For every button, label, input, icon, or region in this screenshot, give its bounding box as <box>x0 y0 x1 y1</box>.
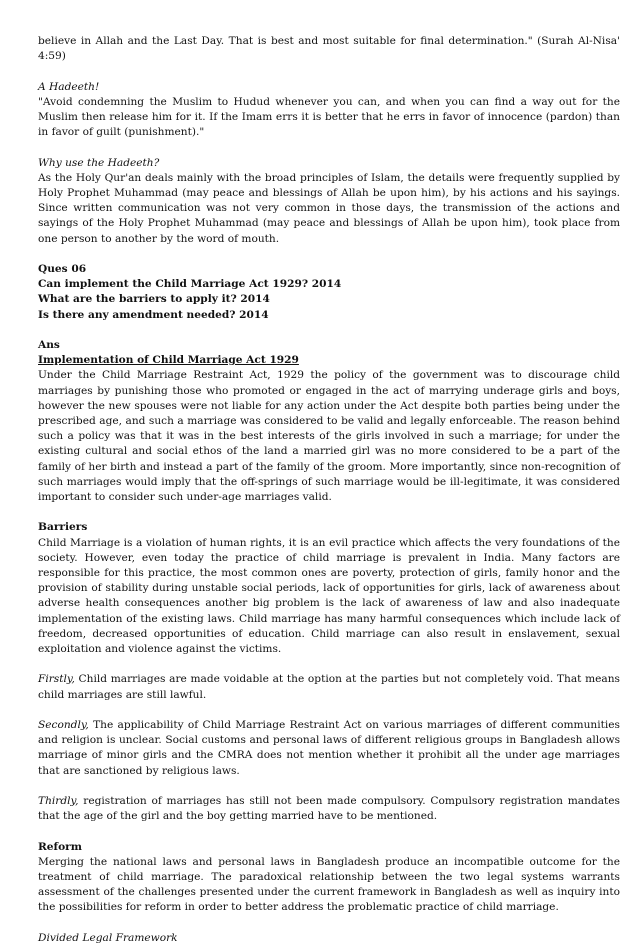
reform-heading: Reform <box>38 840 82 853</box>
firstly-paragraph <box>38 672 620 702</box>
hadeeth-text: "Avoid condemning the Muslim to Hudud whenever you can, and when you can find a way out for the Muslim then release him for it. If the Imam errs it is better that he errs in favor of innocence (pardon) than in favor of guilt (punishment)." <box>38 95 620 139</box>
secondly-label: Secondly, <box>38 719 89 732</box>
quran-quote-end: believe in Allah and the Last Day. That is best and most suitable for final determination." (Surah Al-Nisa' 4:59) <box>38 35 620 63</box>
reform-text: Merging the national laws and personal laws in Bangladesh produce an incompatible outcome for the treatment of child marriage. The paradoxical relationship between the two legal systems warrants assessment of the challenges presented under the current framework in Bangladesh as well as inquiry into the possibilities for reform in order to better address the problematic practice of child marriage. <box>38 855 620 914</box>
thirdly-paragraph <box>38 794 620 824</box>
question-line: Is there any amendment needed? 2014 <box>38 308 269 321</box>
why-hadeeth-text: As the Holy Qur'an deals mainly with the broad principles of Islam, the details were frequently supplied by Holy Prophet Muhammad (may peace and blessings of Allah be upon him), by his actions and his sayings. Since written communication was not very common in those days, the transmission of the actions and sayings of the Holy Prophet Muhammad (may peace and blessings of Allah be upon him), took place from one person to another by the word of mouth. <box>38 171 620 245</box>
question-number: Ques 06 <box>38 263 87 275</box>
question-line: What are the barriers to apply it? 2014 <box>38 293 270 306</box>
barriers-text: Child Marriage is a violation of human rights, it is an evil practice which affects the very foundations of the society. However, even today the practice of child marriage is prevalent in India. Many factors are responsible for this practice, the most common ones are poverty, protection of girls, family honor and the provision of stability during unstable social periods, lack of opportunities for girls, lack of awareness about adverse health consequences another big problem is the lack of awareness of law and also inadequate implementation of the existing laws. Child marriage has many harmful consequences which include lack of freedom, decreased opportunities of education. Child marriage can also result in enslavement, sexual exploitation and violence against the victims. <box>38 536 620 656</box>
implementation-heading: Implementation of Child Marriage Act 1929 <box>38 354 299 367</box>
firstly-label: Firstly, <box>38 673 75 686</box>
answer-label: Ans <box>38 339 60 351</box>
barriers-heading: Barriers <box>38 521 88 534</box>
question-line: Can implement the Child Marriage Act 1929? 2014 <box>38 278 342 291</box>
thirdly-text: registration of marriages has still not been made compulsory. Compulsory registration mandates that the age of the girl and the boy getting married have to be mentioned. <box>38 795 620 823</box>
secondly-text: The applicability of Child Marriage Restraint Act on various marriages of different communities and religion is unclear. Social customs and personal laws of different religious groups in Bangladesh allows marriage of minor girls and the CMRA does not mention whether it prohibit all the under age marriages that are sanctioned by religious laws. <box>38 719 620 777</box>
why-hadeeth-label: Why use the Hadeeth? <box>38 156 160 169</box>
hadeeth-label: A Hadeeth! <box>38 80 100 93</box>
secondly-paragraph <box>38 718 620 779</box>
thirdly-label: Thirdly, <box>38 795 79 808</box>
divided-framework-label: Divided Legal Framework <box>38 931 178 944</box>
implementation-text: Under the Child Marriage Restraint Act, 1929 the policy of the government was to discourage child marriages by punishing those who promoted or engaged in the act of marrying underage girls and boys, however the new spouses were not liable for any action under the Act despite both parties being under the prescribed age, and such a marriage was considered to be valid and legally enforceable. The reason behind such a policy was that it was in the best interests of the girls involved in such a marriage; for under the existing cultural and social ethos of the land a married girl was no more considered to be a part of the family of her birth and instead a part of the family of the groom. More importantly, since non-recognition of such marriages would imply that the off-springs of such marriage would be ill-legitimate, it was considered important to consider such under-age marriages valid. <box>38 369 620 504</box>
firstly-text: Child marriages are made voidable at the option at the parties but not completely void. That means child marriages are still lawful. <box>38 673 620 701</box>
